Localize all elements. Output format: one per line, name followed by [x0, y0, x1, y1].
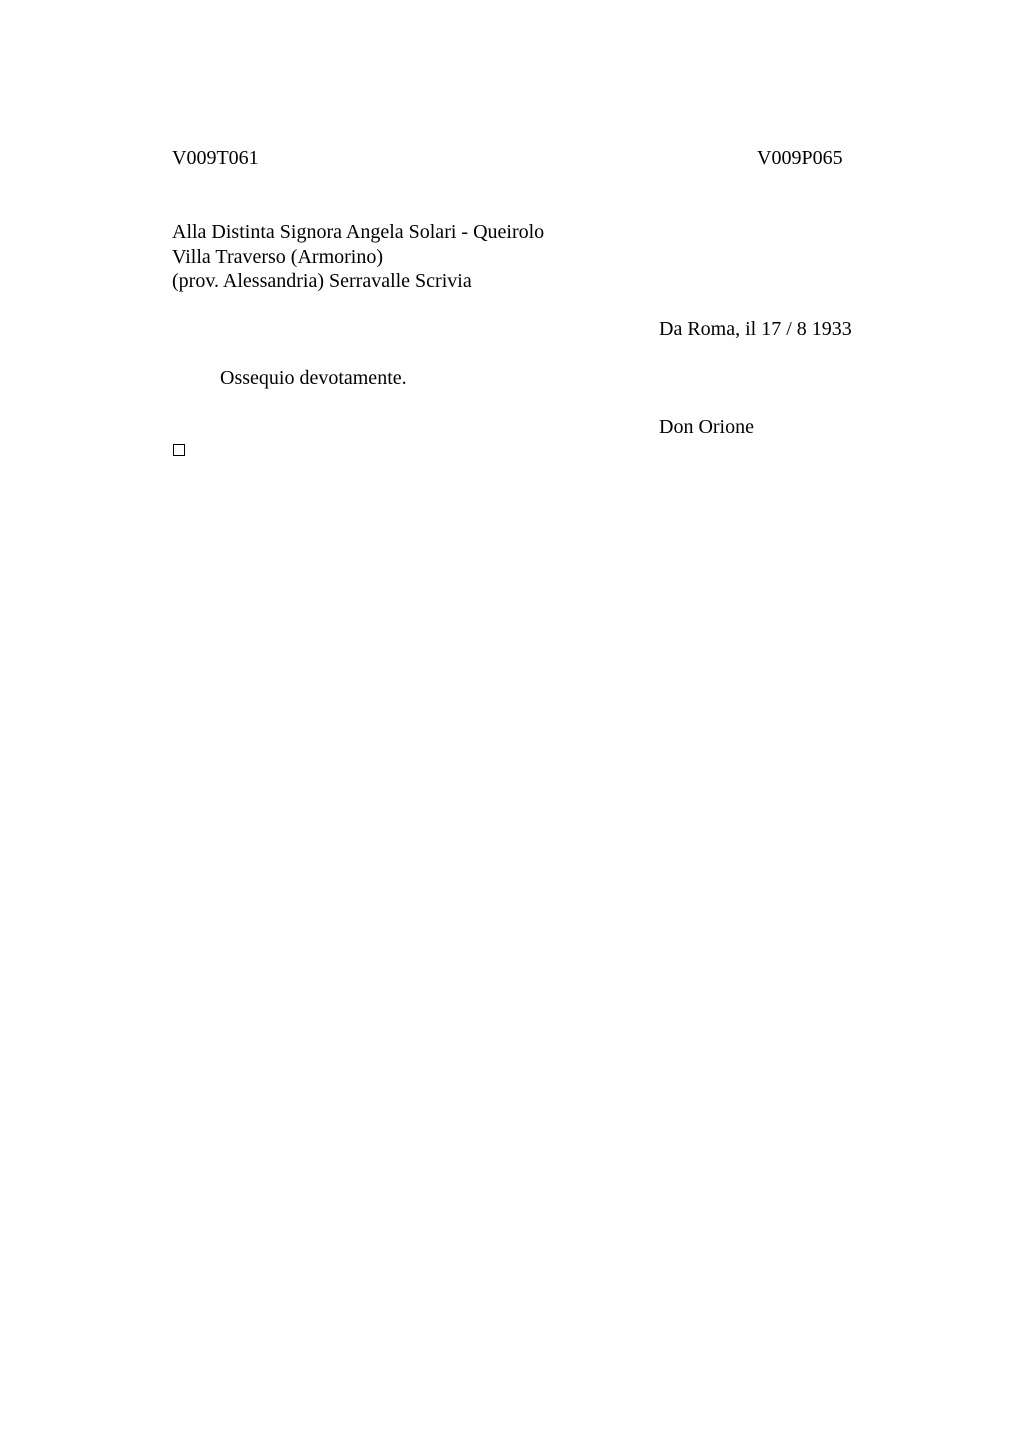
document-code-right: V009P065 [757, 147, 843, 169]
signature: Don Orione [659, 416, 754, 438]
document-code-left: V009T061 [172, 147, 259, 169]
address-line-1: Alla Distinta Signora Angela Solari - Queirolo [172, 221, 545, 243]
address-line-3: (prov. Alessandria) Serravalle Scrivia [172, 270, 472, 292]
address-line-2: Villa Traverso (Armorino) [172, 245, 383, 268]
recipient-address [172, 220, 544, 294]
body-text: Ossequio devotamente. [220, 367, 407, 389]
date-line: Da Roma, il 17 / 8 1933 [659, 318, 852, 340]
square-outline-icon [173, 444, 185, 456]
